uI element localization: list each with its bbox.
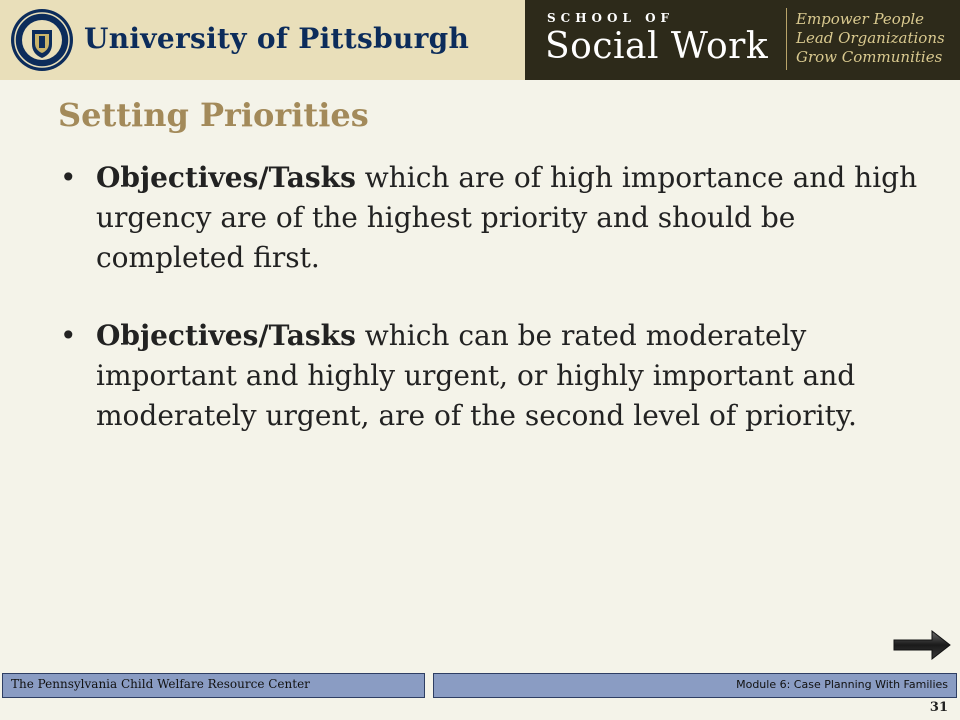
footer-organization: The Pennsylvania Child Welfare Resource Center — [11, 677, 310, 691]
footer-module: Module 6: Case Planning With Families — [736, 678, 948, 691]
bullet-list — [60, 158, 920, 474]
banner-divider — [786, 8, 787, 70]
footer-left-bar — [2, 673, 425, 698]
school-banner — [525, 0, 960, 80]
bullet-emphasis: Objectives/Tasks — [96, 319, 356, 352]
university-name: University of Pittsburgh — [84, 22, 470, 55]
page-number: 31 — [929, 700, 948, 715]
bullet-text: which can be rated moderately important and highly urgent, or highly important and moderately urgent, are of the second level of priority. — [96, 319, 857, 432]
bullet-emphasis: Objectives/Tasks — [96, 161, 356, 194]
bullet-icon: • — [60, 161, 77, 194]
school-name: Social Work — [545, 26, 769, 67]
right-arrow-icon[interactable] — [892, 628, 952, 662]
slide-title: Setting Priorities — [58, 96, 369, 134]
bullet-text: which are of high importance and high urgency are of the highest priority and should be completed first. — [96, 161, 918, 274]
university-seal-icon — [10, 8, 74, 72]
bullet-icon: • — [60, 319, 77, 352]
school-prefix: SCHOOL OF — [547, 11, 675, 25]
bullet-item — [60, 316, 920, 436]
university-banner — [0, 0, 525, 80]
tagline: Lead Organizations — [796, 29, 945, 47]
bullet-item — [60, 158, 920, 278]
tagline: Grow Communities — [796, 48, 943, 66]
footer-right-bar — [433, 673, 957, 698]
taglines — [796, 10, 945, 67]
tagline: Empower People — [796, 10, 925, 28]
